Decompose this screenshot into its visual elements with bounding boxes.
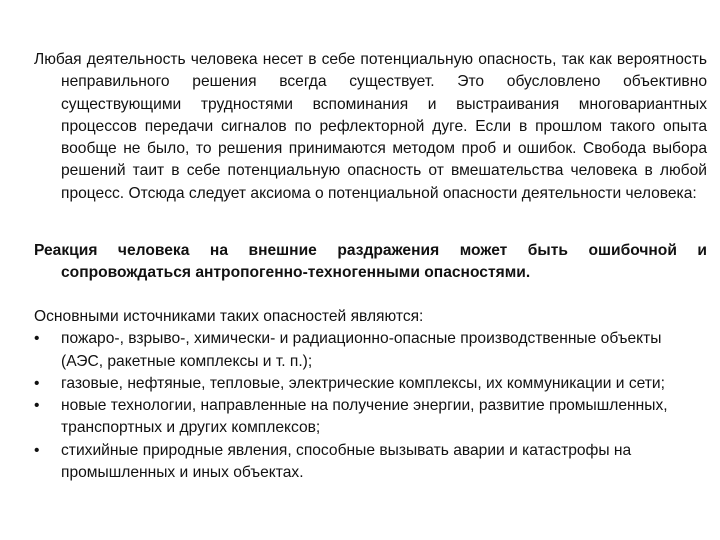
list-item-text: газовые, нефтяные, тепловые, электрические комплексы, их коммуникации и сети;	[61, 374, 665, 392]
axiom-intro-paragraph: Любая деятельность человека несет в себе потенциальную опасность, так как вероятность неправильного решения всегда существует. Это обусловлено объективно существующими трудностями вспоминания и выстраивания многовариантных процессов передачи сигналов по рефлекторной дуге. Если в прошлом такого опыта вообще не было, то решения принимаются методом проб и ошибок. Свобода выбора решений таит в себе потенциальную опасность от вмешательства человека в любой процесс. Отсюда следует аксиома о потенциальной опасности деятельности человека:	[34, 51, 707, 202]
bullet-icon: •	[34, 374, 40, 392]
bullet-icon: •	[34, 330, 40, 348]
list-item-text: новые технологии, направленные на получение энергии, развитие промышленных, транспортных и других комплексов;	[61, 397, 668, 437]
bullet-icon: •	[34, 441, 40, 459]
list-item-text: пожаро-, взрыво-, химически- и радиационно-опасные производственные объекты (АЭС, ракетные комплексы и т. п.);	[61, 330, 662, 370]
axiom-statement-bold: Реакция человека на внешние раздражения может быть ошибочной и сопровождаться антропогенно-техногенными опасностями.	[34, 242, 707, 282]
hazard-sources-intro: Основными источниками таких опасностей являются:	[34, 308, 424, 325]
hazard-sources-list	[34, 328, 684, 484]
list-item-text: стихийные природные явления, способные вызывать аварии и катастрофы на промышленных и иных объектах.	[61, 441, 632, 482]
bullet-icon: •	[34, 397, 40, 415]
list-item	[34, 373, 684, 395]
hazard-sources-section	[34, 306, 684, 484]
list-item	[34, 395, 684, 440]
list-item	[34, 440, 684, 485]
list-item	[34, 328, 684, 373]
